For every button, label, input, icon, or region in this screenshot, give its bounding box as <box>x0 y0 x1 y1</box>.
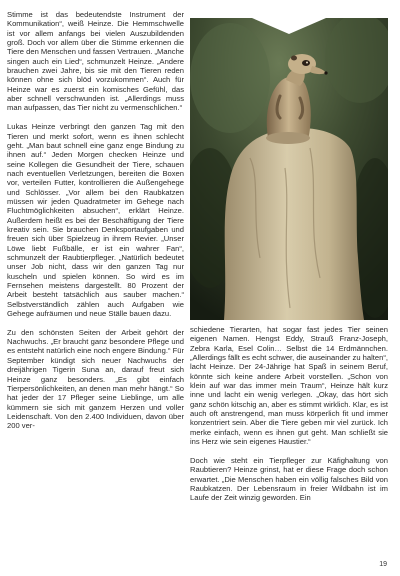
meerkat-photo <box>190 18 388 320</box>
article-left-column <box>7 10 184 440</box>
paragraph: Stimme ist das bedeutendste Instrument der Kommunikation“, weiß Heinze. Die Hemmschwelle ist vor allem anfangs bei vielen Auszubildenden groß. Doch vor allem über die Stimme erkennen die Tiere den Menschen und fassen Vertrauen. „Manche singen auch ein Lied“, schmunzelt Heinze. „Andere brauchen zwei Jahre, bis sie mit den Tieren reden können ohne sich blöd vorzukommen“. Auch für Heinze war es zuerst ein komisches Gefühl, das aber schnell verschwunden ist. „Allerdings muss man aufpassen, das Tier nicht zu vermenschlichen.“ <box>7 10 185 113</box>
article-right-column <box>190 325 388 512</box>
paragraph: Lukas Heinze verbringt den ganzen Tag mit den Tieren und merkt sofort, wenn es ihnen schlecht geht. „Man baut schnell eine ganz enge Bindung zu ihnen auf.“ Jeden Morgen checken Heinze und seine Kollegen die Gesundheit der Tiere, schauen nach eventuellen Verletzungen, bereiten die Boxen vor, verteilen Futter, kontrollieren die Außengehege und Schlösser. „Vor allem bei den Raubkatzen müssen wir jeden Quadratmeter im Gehege nach Fluchtmöglichkeiten absuchen“, erklärt Heinze. Außerdem heißt es bei der Beschäftigung der Tiere kreativ sein. Sie brauchen Denksportaufgaben und freuen sich über Spielzeug in ihrem Revier. „Unser Löwe liebt Fußbälle, er ist ein wahrer Fan“, schmunzelt der Raubtierpfleger. „Natürlich bedeutet unser Job nicht, dass wir den ganzen Tag nur kuscheln und spielen können. So wird es im Fernsehen meistens dargestellt. 80 Prozent der Arbeit besteht tatsächlich aus sauber machen.“ Selbstverständlich zählen auch Aufgaben wie Gehege aufräumen und neue Ställe bauen dazu. <box>7 122 184 319</box>
paragraph: schiedene Tierarten, hat sogar fast jedes Tier seinen eigenen Namen. Hengst Eddy, Strauß Franz-Joseph, Zebra Karla, Esel Colin… Selbst die 14 Erdmännchen. „Allerdings fällt es echt schwer, die auseinander zu halten“, lacht Heinze. Der 24-Jährige hat Spaß in seinem Beruf, könnte sich keine andere Arbeit vorstellen. „Schon von klein auf war das immer mein Traum“, Heinze hält kurz inne und lacht ein wenig verlegen. „Okay, das hört sich ganz schön kitschig an, aber es stimmt wirklich. Klar, es ist auch oft anstrengend, man muss körperlich fit und immer konzentriert sein. Aber die Tiere geben mir viel zurück. Ich merke einfach, wenn es ihnen gut geht. Man schließt sie ins Herz wie sein eigenes Haustier.“ <box>190 325 388 447</box>
page-number: 19 <box>379 561 387 568</box>
paragraph: Doch wie steht ein Tierpfleger zur Käfighaltung von Raubtieren? Heinze grinst, hat er diese Frage doch schon erwartet. „Die Menschen haben ein völlig falsches Bild von Raubkatzen. Der Lebensraum in freier Wildbahn ist im Laufe der Zeit winzig geworden. Ein <box>190 455 388 503</box>
paragraph: Zu den schönsten Seiten der Arbeit gehört der Nachwuchs. „Er braucht ganz besondere Pflege und es entsteht natürlich eine noch engere Bindung.“ Für September kündigt sich neuer Nachwuchs der dreijährigen Tigerin Suna an, darauf freut sich Heinze ganz besonders. „Es gibt einfach Tierpersönlichkeiten, an denen man mehr hängt.“ So hat jeder der 17 Pfleger seine Lieblinge, um alle kümmern sie sich mit ganzem Herzen und voller Leidenschaft. Von den 2.400 Individuen, davon über 200 ver- <box>7 327 185 431</box>
